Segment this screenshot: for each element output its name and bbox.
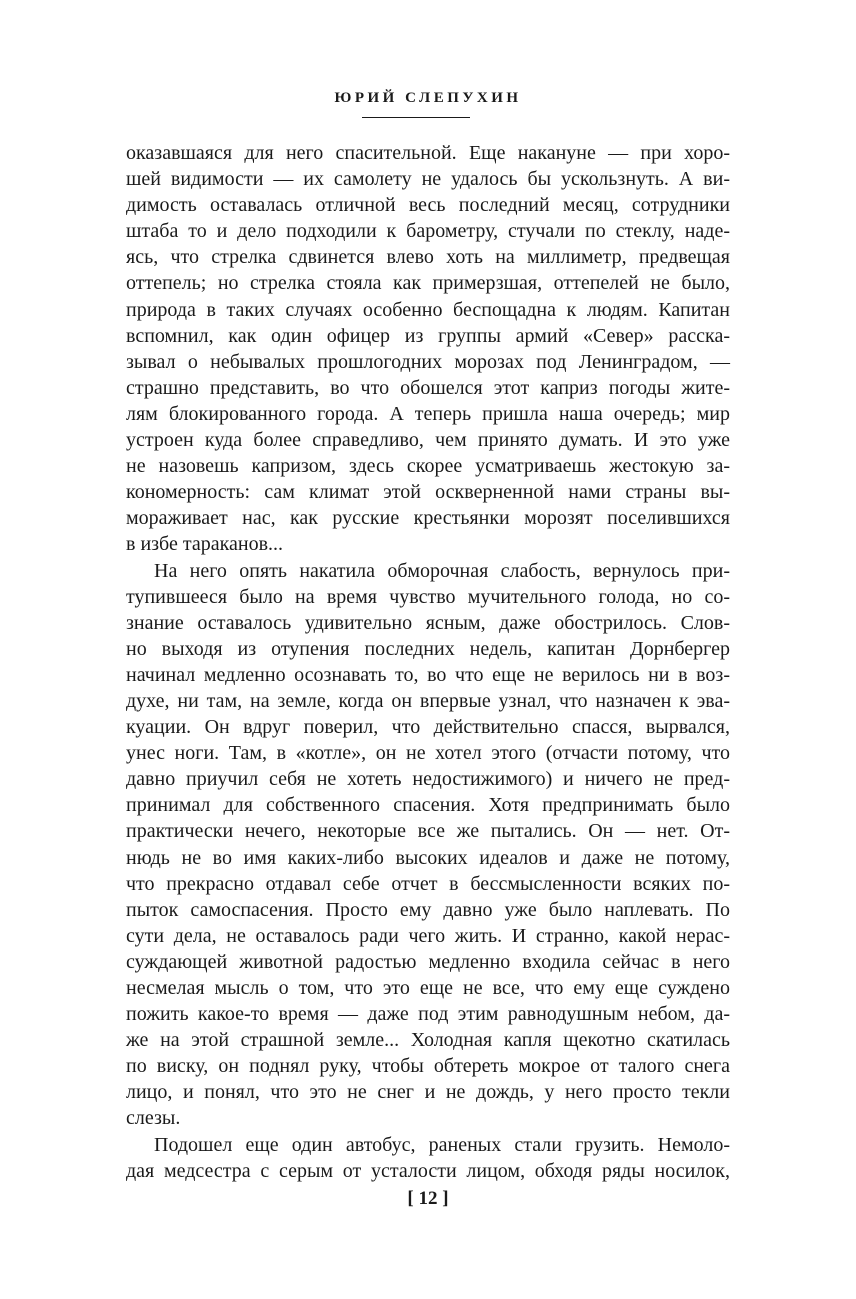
running-head-author: ЮРИЙ СЛЕПУХИН (334, 90, 522, 106)
text-line: ясь, что стрелка сдвинется влево хоть на миллиметр, предвещая (126, 246, 730, 269)
paragraph-3 (126, 1132, 730, 1184)
paragraph-2 (126, 558, 730, 1132)
text-line: На него опять накатила обморочная слабость, вернулось при- (154, 559, 730, 582)
text-line: давно приучил себя не хотеть недостижимого) и ничего не пред- (126, 768, 730, 791)
body-text (126, 140, 730, 1184)
text-line: сути дела, не оставалось ради чего жить. И странно, какой нерас- (126, 924, 730, 947)
text-line: зывал о небывалых прошлогодних морозах под Ленинградом, — (126, 350, 730, 373)
text-line: не назовешь капризом, здесь скорее усматриваешь жестокую за- (126, 455, 730, 478)
text-line: дая медсестра с серым от усталости лицом, обходя ряды носилок, (126, 1159, 730, 1182)
text-line: мораживает нас, как русские крестьянки морозят поселившихся (126, 507, 730, 530)
text-line: несмелая мысль о том, что это еще не все, что ему еще суждено (126, 977, 730, 999)
page-number: [ 12 ] (407, 1188, 449, 1209)
text-line: оказавшаяся для него спасительной. Еще накануне — при хоро- (126, 142, 730, 164)
text-line: унес ноги. Там, в «котле», он не хотел этого (отчасти потому, что (126, 742, 730, 765)
text-line: что прекрасно отдавал себе отчет в бессмысленности всяких по- (126, 872, 730, 895)
text-line: штаба то и дело подходили к барометру, стучали по стеклу, наде- (126, 220, 730, 243)
text-line: кономерность: сам климат этой оскверненной нами страны вы- (126, 481, 730, 504)
text-line: знание оставалось удивительно ясным, даже обострилось. Слов- (126, 611, 730, 634)
text-line: же на этой страшной земле... Холодная капля щекотно скатилась (126, 1029, 730, 1052)
text-line: пожить какое-то время — даже под этим равнодушным небом, да- (126, 1003, 730, 1026)
text-line: вспомнил, как один офицер из группы армий «Север» расска- (126, 324, 730, 347)
text-line: слезы. (126, 1107, 181, 1130)
text-line: устроен куда более справедливо, чем принято думать. И это уже (126, 429, 730, 452)
paragraph-1 (126, 140, 730, 558)
text-line: начинал медленно осознавать то, во что еще не верилось ни в воз- (126, 663, 730, 686)
text-line: суждающей животной радостью медленно входила сейчас в него (126, 950, 730, 973)
text-line: шей видимости — их самолету не удалось бы ускользнуть. А ви- (126, 168, 730, 191)
text-line: лицо, и понял, что это не снег и не дождь, у него просто текли (126, 1081, 730, 1104)
text-line: но выходя из отупения последних недель, капитан Дорнбергер (126, 637, 730, 660)
text-line: в избе тараканов... (126, 533, 284, 556)
text-line: тупившееся было на время чувство мучительного голода, но со- (126, 585, 730, 608)
text-line: практически нечего, некоторые все же пытались. Он — нет. От- (126, 820, 730, 843)
text-line: нюдь не во имя каких-либо высоких идеалов и даже не потому, (126, 846, 730, 869)
text-line: страшно представить, во что обошелся этот каприз погоды жите- (126, 376, 730, 399)
text-line: по виску, он поднял руку, чтобы обтереть мокрое от талого снега (126, 1055, 730, 1078)
text-line: природа в таких случаях особенно беспощадна к людям. Капитан (126, 298, 730, 321)
text-line: Подошел еще один автобус, раненых стали грузить. Немоло- (154, 1133, 730, 1156)
text-line: оттепель; но стрелка стояла как примерзшая, оттепелей не было, (126, 272, 730, 295)
text-line: принимал для собственного спасения. Хотя предпринимать было (126, 794, 730, 817)
text-line: духе, ни там, на земле, когда он впервые узнал, что назначен к эва- (126, 689, 730, 712)
text-line: куации. Он вдруг поверил, что действительно спасся, вырвался, (126, 716, 730, 739)
text-line: димость оставалась отличной весь последний месяц, сотрудники (126, 194, 730, 217)
text-line: пыток самоспасения. Просто ему давно уже было наплевать. По (126, 898, 730, 921)
text-line: лям блокированного города. А теперь пришла наша очередь; мир (126, 402, 730, 425)
header-rule (362, 117, 470, 118)
